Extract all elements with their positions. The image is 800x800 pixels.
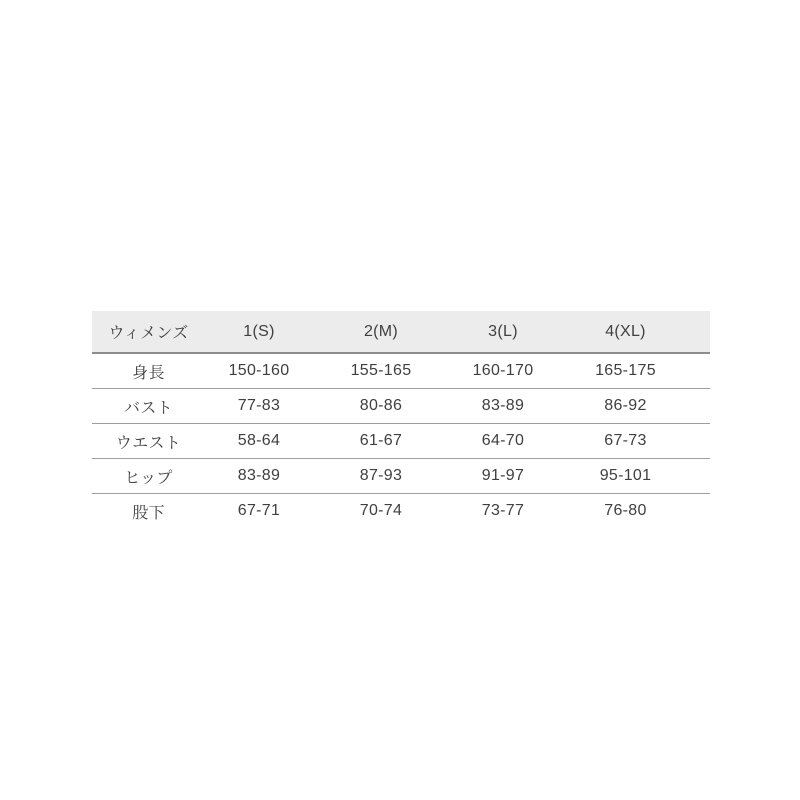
- cell-value: 73-77: [481, 502, 525, 519]
- row-label: バスト: [92, 389, 198, 424]
- cell-value: 61-67: [320, 424, 442, 459]
- cell-value: 58-64: [198, 424, 320, 459]
- cell-value: 165-175: [564, 353, 710, 389]
- cell-value: 80-86: [320, 389, 442, 424]
- header-row: [92, 311, 710, 353]
- size-chart-table: [92, 311, 710, 528]
- cell-value: 95-101: [564, 459, 710, 494]
- size-chart-header: [92, 311, 710, 353]
- cell-value: 86-92: [564, 389, 710, 424]
- header-cell-category: ウィメンズ: [92, 311, 198, 353]
- cell-value: 64-70: [442, 424, 564, 459]
- row-label: ウエスト: [92, 424, 198, 459]
- cell-value: 87-93: [320, 459, 442, 494]
- row-label: 身長: [92, 353, 198, 389]
- header-cell-size: 3(L): [442, 311, 564, 353]
- cell-value: 77-83: [198, 389, 320, 424]
- cell-value: 155-165: [320, 353, 442, 389]
- header-cell-size: 2(M): [320, 311, 442, 353]
- header-cell-size: 1(S): [198, 311, 320, 353]
- cell-value: 67-71: [237, 502, 281, 519]
- size-chart: [92, 311, 710, 528]
- cell-value: 67-73: [564, 424, 710, 459]
- cell-value: 76-80: [604, 502, 647, 519]
- table-row: [92, 494, 710, 529]
- cell-value: 83-89: [198, 459, 320, 494]
- size-chart-body: [92, 353, 710, 528]
- cell-value: 160-170: [442, 353, 564, 389]
- table-row: [92, 389, 710, 424]
- row-label: ヒップ: [92, 459, 198, 494]
- header-cell-size: 4(XL): [564, 311, 710, 353]
- row-label: 股下: [132, 504, 165, 522]
- cell-value: 150-160: [198, 353, 320, 389]
- cell-value: 83-89: [442, 389, 564, 424]
- cell-value: 91-97: [442, 459, 564, 494]
- table-row: [92, 424, 710, 459]
- cell-value: 70-74: [359, 502, 403, 519]
- table-row: [92, 353, 710, 389]
- table-row: [92, 459, 710, 494]
